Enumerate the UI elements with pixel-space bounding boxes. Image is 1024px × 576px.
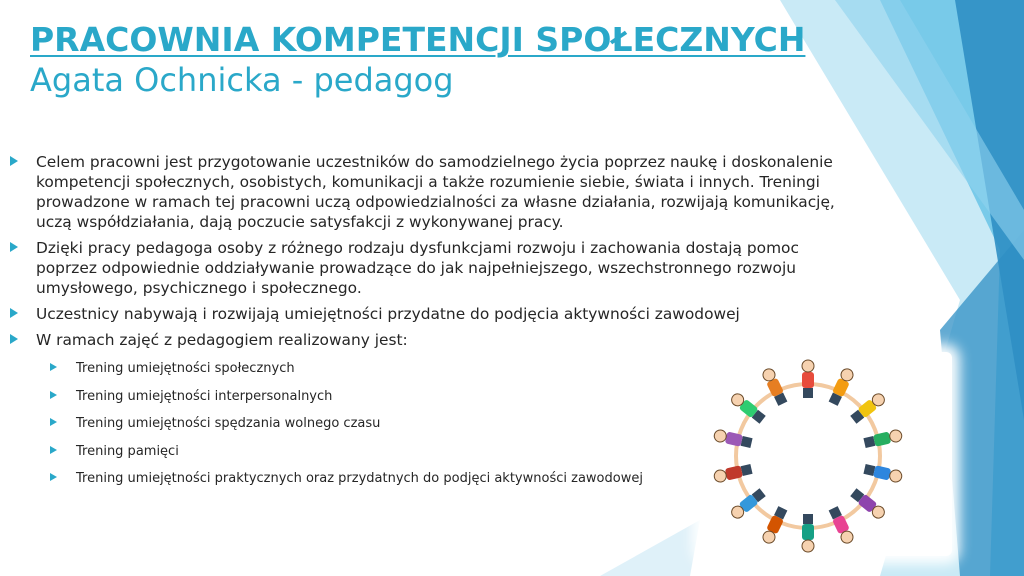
child-figure	[863, 463, 903, 483]
bullet-item	[10, 238, 860, 298]
bullet-arrow-icon	[10, 156, 18, 166]
child-figure	[802, 514, 814, 552]
bullet-text: W ramach zajęć z pedagogiem realizowany jest:	[36, 331, 408, 349]
slide-content	[10, 152, 860, 498]
bullet-arrow-icon	[50, 418, 57, 426]
sub-bullet-item	[50, 360, 860, 377]
bullet-arrow-icon	[10, 308, 18, 318]
sub-bullet-text: Trening pamięci	[76, 443, 179, 459]
bullet-text: Dzięki pracy pedagoga osoby z różnego rodzaju dysfunkcjami rozwoju i zachowania dostają pomoc poprzez odpowiednie oddziaływanie prowadzące do jak najpełniejszego, wszechstronnego rozwoju umysłowego, psychicznego i społecznego.	[36, 239, 799, 297]
bullet-text: Celem pracowni jest przygotowanie uczestników do samodzielnego życia poprzez naukę i doskonalenie kompetencji społecznych, osobistych, komunikacji a także rozumienie siebie, świata i innych. Treningi prowadzone w ramach tej pracowni uczą odpowiedzialności za własne działania, rozwijają komunikację, uczą współdziałania, dają poczucie satysfakcji z wykonywanej pracy.	[36, 153, 835, 231]
title-block	[30, 20, 805, 100]
sub-bullet-item	[50, 470, 860, 487]
bullet-arrow-icon	[10, 334, 18, 344]
sub-bullet-item	[50, 388, 860, 405]
bullet-arrow-icon	[50, 446, 57, 454]
sub-bullet-text: Trening umiejętności interpersonalnych	[76, 388, 333, 404]
sub-bullet-item	[50, 443, 860, 460]
sub-bullet-text: Trening umiejętności praktycznych oraz przydatnych do podjęci aktywności zawodowej	[76, 471, 643, 486]
sub-bullet-text: Trening umiejętności spędzania wolnego czasu	[76, 416, 381, 431]
bullet-arrow-icon	[10, 242, 18, 252]
bullet-arrow-icon	[50, 363, 57, 371]
sub-bullet-item	[50, 415, 860, 432]
bullet-arrow-icon	[50, 473, 57, 481]
child-figure	[863, 429, 903, 449]
slide-title: PRACOWNIA KOMPETENCJI SPOŁECZNYCH	[30, 20, 806, 59]
slide-subtitle: Agata Ochnicka - pedagog	[30, 61, 454, 99]
bullet-text: Uczestnicy nabywają i rozwijają umiejętności przydatne do podjęcia aktywności zawodowej	[36, 305, 740, 323]
bullet-item	[10, 304, 860, 324]
sub-bullet-text: Trening umiejętności społecznych	[76, 361, 295, 376]
bullet-item	[10, 152, 860, 232]
bullet-item	[10, 330, 860, 350]
bullet-arrow-icon	[50, 391, 57, 399]
